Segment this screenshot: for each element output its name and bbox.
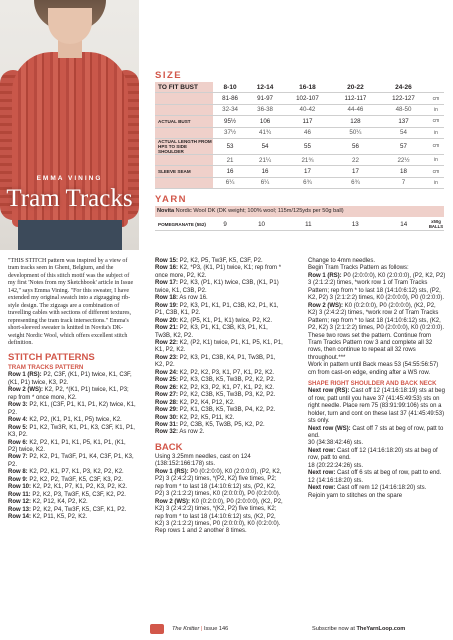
instruction-row: [155, 295, 283, 302]
instruction-row: [8, 425, 136, 440]
instruction-row: [155, 400, 283, 407]
instruction-row-label: Row 5:: [8, 424, 28, 431]
instruction-row-text: P2, K2, C3B, K5, Tw3B, P3, K2, P2.: [178, 392, 276, 399]
instruction-row-text: P0 (0:2:0:0), K0 (2:0:0:0), (P2, K2, P2) 3 (2:4:2:2) times, *(P2, K2) five times, P2; rep from * to last 18 (14:10:6:12) sts, (P2, K2, P2) 3 (2:1:2:2) times, K0 (2:0:0:0), P0 (0:2:0:0).: [155, 468, 282, 498]
size-cell: 18: [379, 166, 428, 177]
size-cell: 46: [283, 127, 332, 138]
instruction-row-text: K2, P2, (K1, P1, K1, P5) twice, K2.: [27, 417, 122, 424]
instruction-row: [155, 340, 283, 355]
instruction-row-label: Row 23:: [155, 354, 179, 361]
size-cell: 106: [247, 116, 283, 127]
instruction-row: [155, 499, 283, 529]
size-cell: 24-26: [379, 82, 428, 93]
skirt-image: [18, 220, 122, 250]
size-row: [155, 116, 444, 127]
instruction-row-text: Cast off 12 (14:16:18:20) sts at beg of row, patt to end.: [308, 447, 438, 462]
size-cell: 37½: [213, 127, 247, 138]
size-row-label: [155, 154, 213, 165]
instruction-row-label: Row 18:: [155, 295, 179, 302]
yarn-ball-count: 10: [237, 218, 285, 231]
instruction-row-text: P2, K2, P1, Tw3F, P1, K4, C3F, P1, K3, P2.: [8, 454, 134, 468]
size-cell: 53: [213, 138, 247, 154]
instruction-row-text: Rejoin yarn to stitches on the spare: [308, 492, 403, 499]
size-cell: 16: [247, 166, 283, 177]
size-cell: 128: [332, 116, 379, 127]
instruction-row-text: K2, P12, K4, P2, K2.: [31, 499, 88, 506]
page-number-badge: [150, 624, 164, 634]
instruction-row-text: P2, K1, (C3F, P1, K1, P1, K2) twice, K1, P2.: [8, 402, 136, 416]
size-row-label: [155, 104, 213, 115]
size-cell: 112-117: [332, 93, 379, 104]
instruction-row-text: P2, K3, P1, C3B, K4, P1, Tw3B, P1, K2, P2.: [155, 354, 276, 369]
column-3: [308, 258, 446, 500]
size-header-row: [155, 82, 444, 93]
instruction-row: [155, 407, 283, 414]
pattern-rows-list: [308, 273, 446, 333]
instruction-row-text: P2, C3F, (K1, P1) twice, K1, C3F, (K1, P1) twice, K3, P2.: [8, 372, 132, 386]
instruction-row: [155, 318, 283, 325]
size-row-label: [155, 93, 213, 104]
size-row-label: TO FIT BUST: [155, 82, 213, 93]
size-cell: 12-14: [247, 82, 283, 93]
instruction-row: [155, 422, 283, 429]
size-cell: 54: [247, 138, 283, 154]
instruction-row: [308, 388, 446, 425]
instruction-row: [8, 469, 136, 476]
yarn-table: [155, 218, 444, 231]
size-cell: 32-34: [213, 104, 247, 115]
tram-rows-list-cont: [155, 258, 283, 437]
yarn-row: [155, 218, 444, 231]
face-image: [48, 8, 92, 44]
instruction-row-label: Row 1 (RS):: [155, 468, 189, 475]
size-unit: cm: [428, 138, 444, 154]
size-cell: 50¼: [332, 127, 379, 138]
size-row: [155, 154, 444, 165]
instruction-row: [308, 426, 446, 441]
instruction-row-text: K2, P2, *(K1, P1) twice, K1, P3; rep from * once more, K2.: [8, 387, 129, 401]
instruction-row-text: K2, P2, K1, P7, K1, P3, K2, P2, K2.: [27, 469, 124, 476]
instruction-row-label: Row 1 (RS):: [308, 272, 342, 279]
size-table: [155, 82, 444, 189]
instruction-row: [8, 484, 136, 491]
size-cell: 6¾: [283, 177, 332, 188]
instruction-row: [308, 463, 446, 470]
instruction-row-label: Row 26:: [155, 384, 179, 391]
instruction-row-text: Rep rows 1 and 2 another 8 times.: [155, 528, 247, 535]
instruction-row: [155, 355, 283, 370]
size-unit: cm: [428, 166, 444, 177]
instruction-row-text: K2, P2, K1, P1, K1, P5, K1, P1, (K1, P2) twice, K2.: [8, 439, 126, 453]
instruction-paragraph: Begin Tram Tracks Pattern as follows:: [308, 265, 409, 272]
footer-magazine: The Knitter | Issue 146: [172, 626, 229, 632]
instruction-row: [308, 303, 446, 333]
size-cell: 6¾: [332, 177, 379, 188]
size-cell: 55: [283, 138, 332, 154]
designer-name: EMMA VINING: [36, 175, 103, 182]
size-unit: cm: [428, 93, 444, 104]
instruction-row-text: Cast off 6 sts at beg of row, patt to end.: [335, 470, 442, 477]
instruction-row: [8, 499, 136, 506]
instruction-row-label: Row 9:: [8, 476, 28, 483]
instruction-row: [308, 493, 446, 500]
size-cell: 17: [283, 166, 332, 177]
instruction-row: [308, 273, 446, 303]
size-unit: in: [428, 154, 444, 165]
size-cell: 16-18: [283, 82, 332, 93]
size-cell: 54: [379, 127, 428, 138]
instructions-cont: [308, 333, 446, 378]
size-row: [155, 166, 444, 177]
instruction-row-text: P2, K2, P2, Tw3F, K5, C3F, K3, P2.: [27, 476, 123, 483]
size-unit: [428, 82, 444, 93]
instruction-row: [155, 303, 283, 318]
instruction-row-text: Cast off 12 (14:16:18:19) sts at beg of row, patt until you have 37 (41:45:49:53) sts on right needle. Place rem 75 (83:91:99:106) sts on a holder, turn and cont on these last 37 (41:45:49:53) sts only.: [308, 388, 445, 425]
instruction-row-text: Cast off 7 sts at beg of row, patt to end.: [308, 425, 444, 439]
instruction-row-label: Next row (WS):: [308, 425, 351, 432]
instruction-row-text: P2, K3, C3B, K5, Tw3B, P2, K2, P2.: [178, 377, 276, 384]
instruction-row: [155, 528, 283, 535]
instruction-row-label: Row 2 (WS):: [155, 498, 190, 505]
instruction-row-text: K2, (P5, K1, P1, K1) twice, P2, K2.: [178, 317, 273, 324]
shape-shoulder-heading: SHAPE RIGHT SHOULDER AND BACK NECK: [308, 381, 437, 388]
instruction-row-text: P2, K3, (P1, K1) twice, C3B, (K1, P1) twice, K1, C3B, P2.: [155, 280, 279, 294]
instruction-paragraph: Change to 4mm needles.: [308, 258, 376, 264]
instruction-row-label: Row 14:: [8, 514, 32, 521]
instruction-row-text: K0 (0:2:0:0), P0 (2:0:0:0), (K2, P2, K2) 3 (2:4:2:2) times, *(K2, P2) five times, K2; rep from * to last 18 (14:10:6:12) sts, (K2, P2, K2) 3 (2:1:2:2) times, P0 (2:0:0:0), K0 (0:2:0:0).: [155, 498, 283, 527]
instruction-row-text: 12 (14:16:18:20) sts.: [308, 477, 364, 484]
instruction-paragraph: These two rows set the pattern. Continue from Tram Tracks Pattern row 3 and complete all 32 rows, then continue to repeat all 32 rows throughout.***: [308, 332, 433, 361]
instruction-row-label: Row 3:: [8, 402, 28, 409]
yarn-ball-count: 14: [380, 218, 429, 231]
instruction-row-label: Row 2 (WS):: [308, 302, 343, 309]
instruction-row: [8, 387, 136, 402]
column-1: [8, 258, 136, 522]
footer-subscribe-link[interactable]: TheYarnLoop.com: [356, 626, 406, 632]
size-cell: 81-86: [213, 93, 247, 104]
size-cell: 56: [332, 138, 379, 154]
instruction-row-label: Row 17:: [155, 280, 179, 287]
size-row: [155, 104, 444, 115]
instruction-row-text: K2, P2, K3, P2, K1, P7, K1, P2, K2.: [178, 384, 275, 391]
instruction-row-text: Cast off rem 12 (14:16:18:20) sts.: [335, 485, 427, 492]
size-row-label: ACTUAL BUST: [155, 116, 213, 127]
instruction-row: [155, 385, 283, 392]
instruction-row-label: Next row:: [308, 485, 336, 492]
instruction-row-label: Row 12:: [8, 499, 32, 506]
size-cell: 16: [213, 166, 247, 177]
yarn-ball-count: 13: [331, 218, 379, 231]
size-unit: in: [428, 177, 444, 188]
size-row-label: [155, 127, 213, 138]
instruction-row: [8, 440, 136, 455]
size-row-label: SLEEVE SEAM: [155, 166, 213, 177]
instruction-row-label: Row 19:: [155, 302, 179, 309]
size-cell: 48-50: [379, 104, 428, 115]
instruction-row-label: Row 7:: [8, 454, 28, 461]
instruction-row-label: Row 2 (WS):: [8, 387, 43, 394]
size-row: [155, 138, 444, 154]
instruction-row-label: Row 6:: [8, 439, 28, 446]
size-cell: 91-97: [247, 93, 283, 104]
yarn-desc-text: Nordic Wool DK (DK weight; 100% wool; 115m/125yds per 50g ball): [174, 208, 344, 214]
instruction-row: [155, 469, 283, 499]
size-cell: 6¼: [213, 177, 247, 188]
instruction-row: [8, 402, 136, 417]
size-row: [155, 93, 444, 104]
back-heading: BACK: [155, 441, 183, 453]
instruction-row-label: Next row (RS):: [308, 388, 350, 395]
instruction-row: [308, 470, 446, 477]
instruction-row: [8, 507, 136, 514]
instruction-row-label: Row 15:: [155, 258, 179, 264]
footer-subscribe-label: Subscribe now at: [312, 626, 355, 632]
instruction-row-label: Row 13:: [8, 506, 32, 513]
size-heading: SIZE: [155, 70, 183, 81]
instruction-row-text: 18 (20:22:24:26) sts.: [308, 462, 364, 469]
size-cell: 44-46: [332, 104, 379, 115]
instruction-row-label: Next row:: [308, 470, 336, 477]
instruction-row-text: P2, K1, C3B, K5, Tw3B, P4, K2, P2.: [178, 407, 276, 414]
instruction-row-label: Row 4:: [8, 417, 28, 424]
instruction-row-text: P2, K2, P4, Tw3F, K5, C3F, K1, P2.: [31, 506, 127, 513]
size-cell: 21: [213, 154, 247, 165]
yarn-description: [155, 206, 444, 217]
instruction-row: [155, 429, 283, 436]
instruction-row-label: Row 28:: [155, 399, 179, 406]
instruction-row-text: P2, K2, P3, Tw3F, K5, C3F, K2, P2.: [30, 491, 126, 498]
size-row: [155, 127, 444, 138]
pattern-title: Tram Tracks: [6, 185, 133, 212]
tram-rows-list: [8, 372, 136, 521]
size-cell: 102-107: [283, 93, 332, 104]
instruction-row-text: P0 (2:0:0:0), K0 (2:0:0:0), (P2, K2, P2) 3 (2:1:2:2) times, *work row 1 of Tram Tracks Pattern; rep from * to last 18 (14:10:6:12) sts, (P2, K2, P2) 3 (2:1:2:2) times, K0 (2:0:0:0), P0 (0:2:0:0).: [308, 272, 446, 302]
size-unit: cm: [428, 116, 444, 127]
back-cast-on: Using 3.25mm needles, cast on 124 (138:152:166:178) sts.: [155, 453, 251, 468]
yarn-ball-count: 11: [286, 218, 331, 231]
instruction-row-label: Row 1 (RS):: [8, 372, 42, 379]
instruction-row: [8, 514, 136, 521]
instruction-row: [155, 370, 283, 377]
instruction-paragraph: Work in pattern until Back meas 53 (54:55:56:57) cm from cast-on edge, ending after a WS row.: [308, 362, 439, 376]
instruction-row: [8, 454, 136, 469]
instruction-row-text: K2, P2, K5, P11, K2.: [178, 414, 235, 421]
yarn-colour-label: POMEGRANATE (552): [155, 218, 213, 231]
instruction-row-text: P2, K2, P5, Tw3F, K5, C3F, P2.: [178, 258, 263, 264]
size-cell: 137: [379, 116, 428, 127]
size-cell: 117: [283, 116, 332, 127]
size-cell: 7: [379, 177, 428, 188]
size-cell: 95½: [213, 116, 247, 127]
instruction-row-text: K0 (0:2:0:0), P0 (2:0:0:0), (K2, P2, K2) 3 (2:4:2:2) times, *work row 2 of Tram Tracks Pattern; rep from * to last 18 (14:10:6:12) sts, (K2, P2, K2) 3 (2:1:2:2) times, P0 (2:0:0:0), K0 (0:2:0:0).: [308, 302, 445, 332]
size-cell: 21¾: [283, 154, 332, 165]
instruction-row: [308, 485, 446, 492]
column-2: [155, 258, 283, 536]
instruction-row-text: P1, K2, Tw3R, K1, P1, K3, C3F, K1, P1, K3, P2.: [8, 424, 135, 439]
instruction-row-label: Row 32:: [155, 429, 179, 436]
size-unit: in: [428, 104, 444, 115]
instruction-row-text: K2, P2, K4, P12, K2.: [178, 399, 235, 406]
size-cell: 17: [332, 166, 379, 177]
instruction-row-text: K2, P2, K2, P3, K1, P7, K1, P2, K2.: [178, 369, 275, 376]
instruction-row: [155, 325, 283, 340]
size-cell: 6¼: [247, 177, 283, 188]
yarn-ball-count: 9: [213, 218, 237, 231]
instruction-row-label: Row 11:: [8, 491, 31, 498]
instruction-row: [8, 372, 136, 387]
size-cell: 22½: [379, 154, 428, 165]
instruction-row-label: Row 8:: [8, 469, 28, 476]
instruction-row-text: P2, K3, P1, K1, C3B, K3, P1, K1, Tw3B, K2, P2.: [155, 325, 268, 339]
yarn-brand: Novita: [157, 208, 175, 214]
instruction-row-text: P2, C3B, K5, Tw3B, P5, K2, P2.: [178, 421, 265, 428]
size-cell: 8-10: [213, 82, 247, 93]
size-cell: 57: [379, 138, 428, 154]
instruction-row-text: P2, K3, P1, K1, P1, C3B, K2, P1, K1, P1, C3B, K1, P2.: [155, 302, 279, 317]
size-row-label: ACTUAL LENGTH FROM HPS TO SIDE SHOULDER: [155, 138, 213, 154]
instruction-row: [308, 440, 446, 447]
instruction-row-label: Row 25:: [155, 377, 179, 384]
instruction-row: [155, 392, 283, 399]
instruction-row-label: Row 22:: [155, 339, 179, 346]
size-cell: 40-42: [283, 104, 332, 115]
instruction-row-text: As row 2.: [178, 429, 205, 436]
instruction-row-text: K2, *P3, (K1, P1) twice, K1; rep from * once more, P2, K2.: [155, 265, 282, 279]
instruction-row: [8, 477, 136, 484]
instructions-intro: [308, 258, 446, 273]
yarn-heading: YARN: [155, 194, 188, 205]
instruction-row-label: Row 10:: [8, 484, 32, 491]
instruction-row-label: Row 20:: [155, 317, 179, 324]
back-rows-list: [155, 469, 283, 536]
instruction-row: [155, 415, 283, 422]
instruction-row-text: K2, (P2, K1) twice, P1, K1, P5, K1, P1, K1, P2, K2.: [155, 339, 283, 354]
shape-rows-list: [308, 388, 446, 500]
instruction-row-text: As row 16.: [178, 295, 208, 302]
instruction-row-label: Row 27:: [155, 392, 179, 399]
instruction-row-label: Next row:: [308, 447, 336, 454]
instruction-row: [155, 258, 283, 265]
size-cell: 20-22: [332, 82, 379, 93]
instruction-row: [8, 417, 136, 424]
intro-paragraph: "THIS STITCH pattern was inspired by a view of tram tracks seen in Ghent, Belgium, and the development of this stitch motif was the subject of my first 'Notes from my Sketchbook' article in Issue 142," says Emma Vining. "For this sweater, I have extended my original swatch into a zigzagging rib-style design. The zigzags are a combination of travelling cables with sections of different textures, representing the tram track intersections." Emma's short-sleeved sweater is knitted in Novita's DK-weight Nordic Wool, which offers excellent stitch definition.: [8, 258, 134, 346]
size-cell: 41¾: [247, 127, 283, 138]
instruction-row-label: Row 21:: [155, 325, 179, 332]
instruction-row: [155, 265, 283, 280]
instruction-row-text: K2, P11, K5, P2, K2.: [31, 514, 88, 521]
tram-tracks-heading: TRAM TRACKS PATTERN: [8, 364, 84, 372]
footer-magazine-name: The Knitter: [172, 626, 200, 632]
instruction-row-label: Row 30:: [155, 414, 179, 421]
size-cell: 122-127: [379, 93, 428, 104]
instruction-row-text: K2, P2, K1, P7, K1, P2, K3, P2, K2.: [31, 484, 128, 491]
instruction-row: [308, 478, 446, 485]
footer-subscribe: [312, 626, 405, 632]
instruction-row: [155, 280, 283, 295]
stitch-patterns-heading: STITCH PATTERNS: [8, 352, 95, 364]
size-row: [155, 177, 444, 188]
instruction-row: [8, 492, 136, 499]
instruction-row-label: Row 16:: [155, 265, 179, 272]
instruction-row: [308, 448, 446, 463]
instruction-row-label: Row 24:: [155, 369, 179, 376]
size-cell: 22: [332, 154, 379, 165]
instruction-row-label: Row 29:: [155, 407, 179, 414]
footer-issue: Issue 146: [203, 626, 229, 632]
instruction-row: [155, 377, 283, 384]
size-cell: 36-38: [247, 104, 283, 115]
instruction-row-label: Row 31:: [155, 421, 179, 428]
yarn-unit: x50g BALLS: [428, 219, 444, 229]
size-cell: 21¼: [247, 154, 283, 165]
instruction-row-text: 30 (34:38:42:46) sts.: [308, 440, 364, 447]
size-unit: in: [428, 127, 444, 138]
size-row-label: [155, 177, 213, 188]
